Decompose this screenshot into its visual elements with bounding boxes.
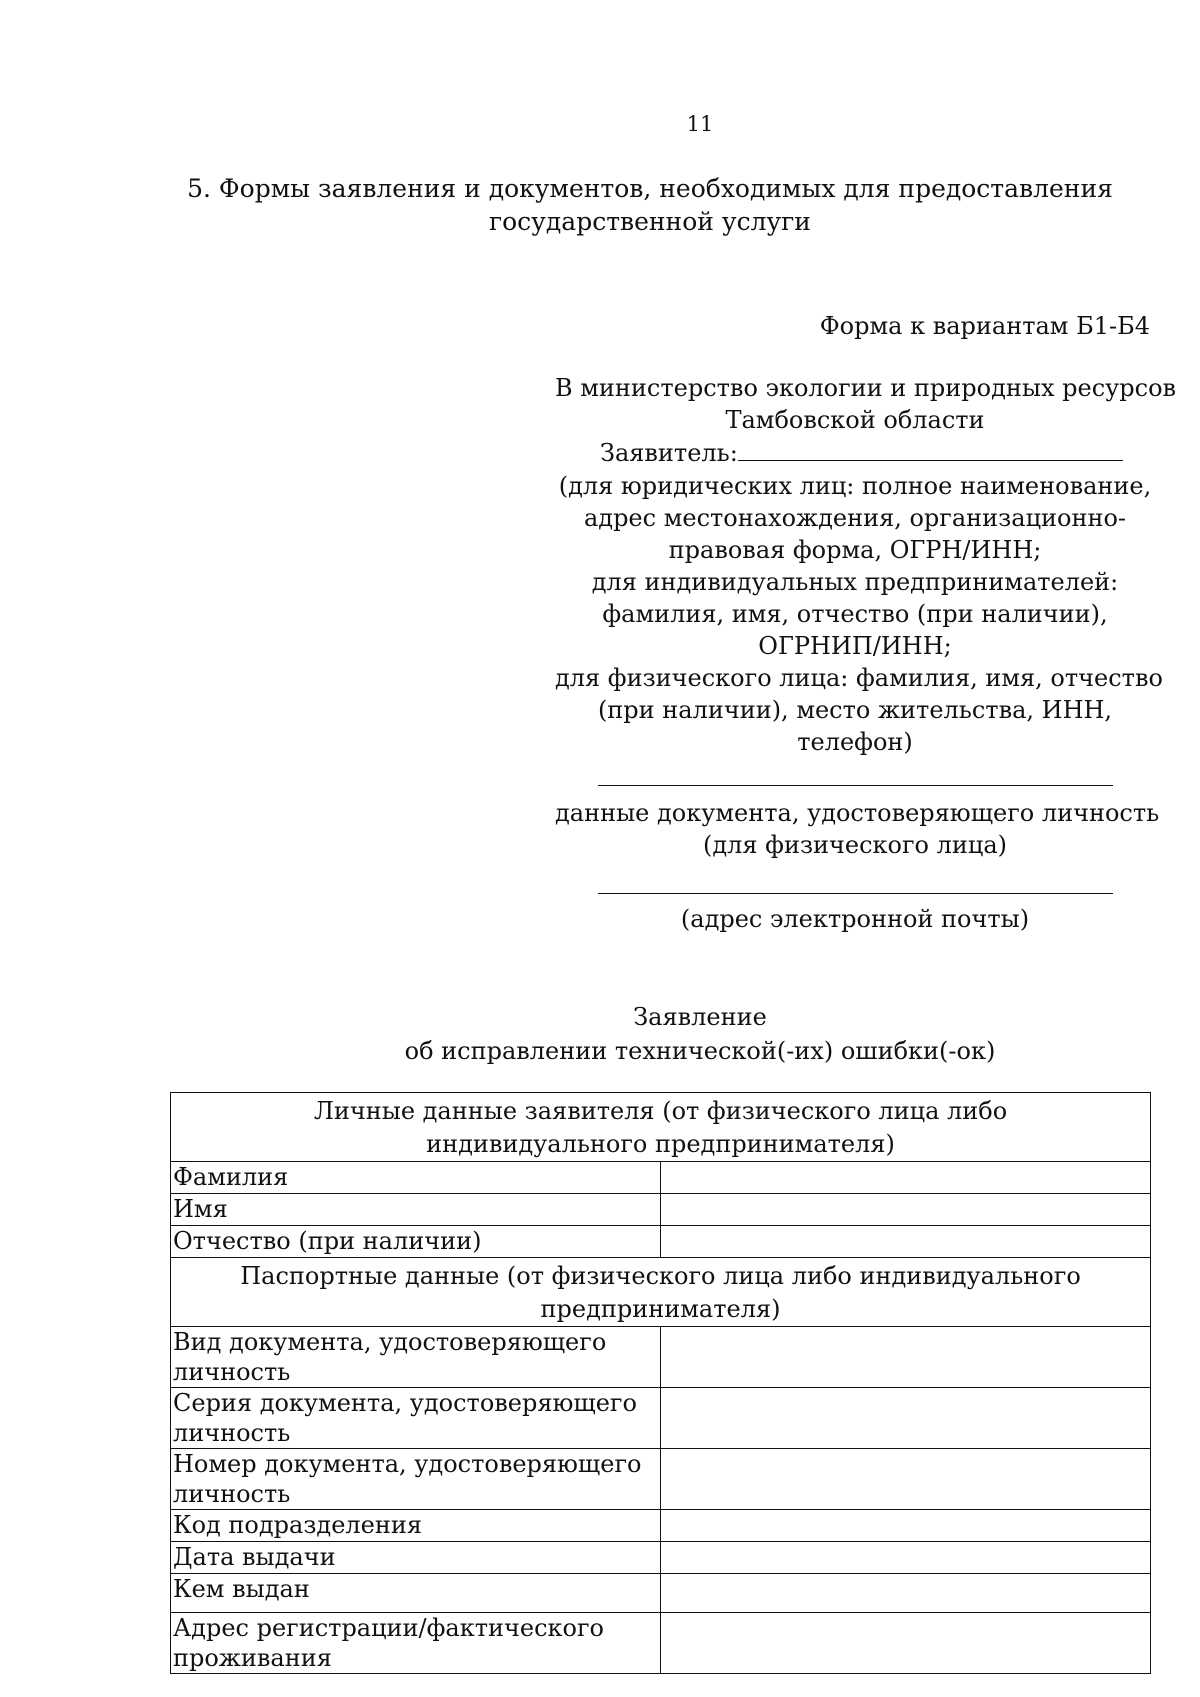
document-title: Заявление: [633, 1003, 767, 1031]
applicant-row: [600, 438, 1120, 467]
document-subtitle: об исправлении технической(-их) ошибки(-ок): [404, 1037, 996, 1065]
field-value-cell[interactable]: [661, 1510, 1151, 1542]
field-value-cell[interactable]: [661, 1162, 1151, 1194]
field-label: Код подразделения: [171, 1510, 661, 1542]
field-label: Вид документа, удостоверяющего личность: [171, 1327, 661, 1388]
applicant-hint-line: правовая форма, ОГРН/ИНН;: [668, 536, 1042, 564]
field-label: Имя: [171, 1194, 661, 1226]
table-row: [171, 1574, 1151, 1613]
field-value-cell[interactable]: [661, 1194, 1151, 1226]
field-label: Серия документа, удостоверяющего личность: [171, 1388, 661, 1449]
addressee-line-1: В министерство экологии и природных ресурсов: [555, 374, 1177, 402]
table-row: [171, 1162, 1151, 1194]
section-title: [150, 172, 1150, 238]
applicant-label: Заявитель:: [600, 439, 738, 467]
identity-doc-hint-line: данные документа, удостоверяющего личность: [555, 799, 1160, 827]
section-title-line-1: 5. Формы заявления и документов, необходимых для предоставления: [187, 174, 1113, 203]
field-label: Адрес регистрации/фактического проживания: [171, 1613, 661, 1674]
addressee: [555, 372, 1177, 436]
table-row: [171, 1226, 1151, 1258]
page-number: 11: [686, 112, 714, 136]
table-row: [171, 1613, 1151, 1674]
field-label: Отчество (при наличии): [171, 1226, 661, 1258]
personal-data-section-header: Личные данные заявителя (от физического лица либо индивидуального предпринимателя): [171, 1093, 1151, 1162]
table-row: [171, 1327, 1151, 1388]
field-label: Фамилия: [171, 1162, 661, 1194]
applicant-hint-line: адрес местонахождения, организационно-: [583, 504, 1126, 532]
applicant-hint-line: для физического лица: фамилия, имя, отчество: [555, 664, 1163, 692]
applicant-hint-line: для индивидуальных предпринимателей:: [591, 568, 1119, 596]
addressee-line-2: Тамбовской области: [725, 406, 985, 434]
email-hint-line: (адрес электронной почты): [680, 905, 1030, 933]
applicant-hint: [555, 470, 1163, 758]
field-label: Дата выдачи: [171, 1542, 661, 1574]
applicant-blank-line[interactable]: [738, 438, 1123, 461]
email-hint: [555, 903, 1155, 935]
field-value-cell[interactable]: [661, 1613, 1151, 1674]
table-row: [171, 1510, 1151, 1542]
email-blank-line[interactable]: [598, 893, 1113, 894]
applicant-hint-line: (для юридических лиц: полное наименование,: [558, 472, 1152, 500]
document-heading: [300, 1000, 1100, 1068]
applicant-hint-line: (при наличии), место жительства, ИНН,: [597, 696, 1113, 724]
identity-doc-hint: [555, 797, 1160, 861]
section-title-line-2: государственной услуги: [489, 207, 811, 236]
identity-doc-hint-line: (для физического лица): [703, 831, 1007, 859]
table-row: [171, 1449, 1151, 1510]
passport-data-section-header: Паспортные данные (от физического лица либо индивидуального предпринимателя): [171, 1258, 1151, 1327]
field-label: Номер документа, удостоверяющего личность: [171, 1449, 661, 1510]
table-row: [171, 1388, 1151, 1449]
field-value-cell[interactable]: [661, 1574, 1151, 1613]
applicant-hint-line: телефон): [797, 728, 913, 756]
field-value-cell[interactable]: [661, 1388, 1151, 1449]
field-value-cell[interactable]: [661, 1226, 1151, 1258]
field-label: Кем выдан: [171, 1574, 661, 1613]
table-row: [171, 1542, 1151, 1574]
table-row: [171, 1194, 1151, 1226]
application-form-table: [170, 1092, 1151, 1674]
form-reference: Форма к вариантам Б1-Б4: [819, 312, 1150, 340]
applicant-hint-line: фамилия, имя, отчество (при наличии),: [602, 600, 1108, 628]
applicant-hint-line: ОГРНИП/ИНН;: [758, 632, 952, 660]
identity-doc-blank-line[interactable]: [598, 785, 1113, 786]
field-value-cell[interactable]: [661, 1542, 1151, 1574]
field-value-cell[interactable]: [661, 1327, 1151, 1388]
field-value-cell[interactable]: [661, 1449, 1151, 1510]
